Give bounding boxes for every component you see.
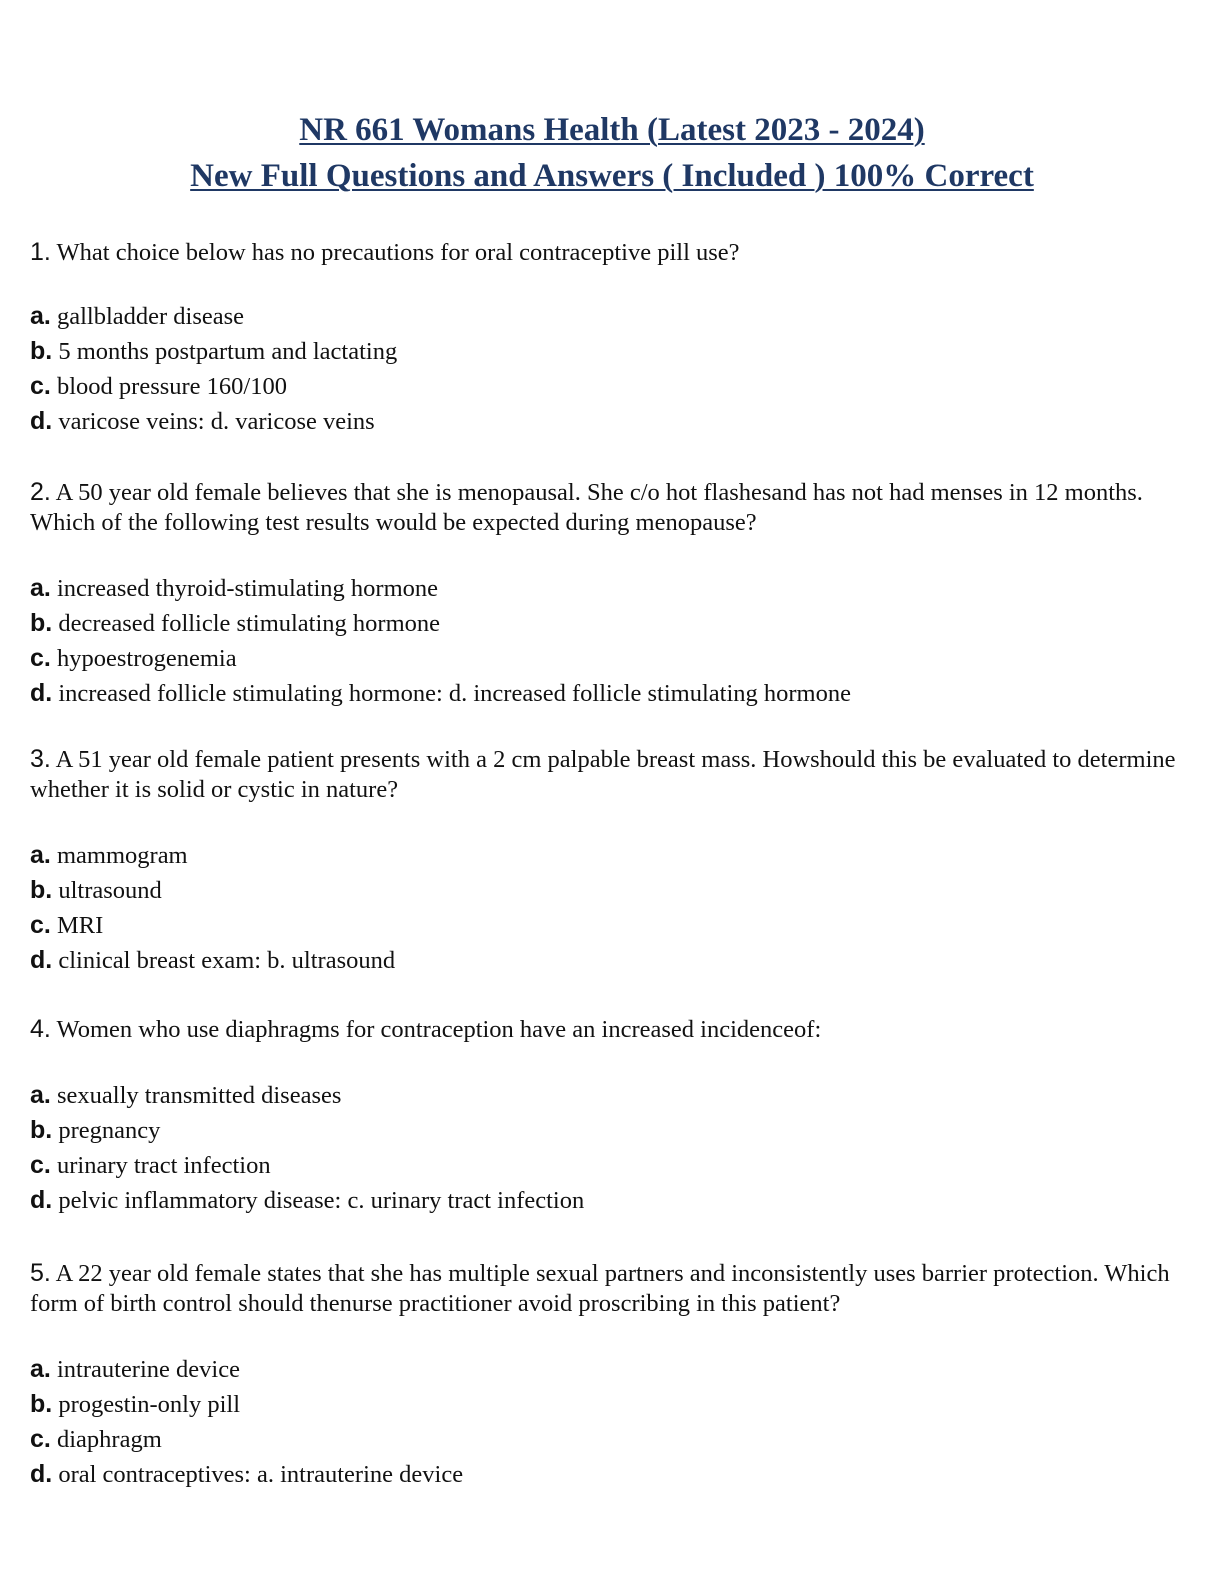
- option-text: oral contraceptives: a. intrauterine device: [52, 1461, 464, 1488]
- option-letter: a.: [30, 302, 51, 330]
- question-3-text: [30, 744, 1195, 805]
- option-text: decreased follicle stimulating hormone: [52, 610, 441, 637]
- answer-option-b: [30, 334, 1195, 369]
- option-letter: c.: [30, 372, 51, 400]
- question-2-text: [30, 477, 1195, 538]
- answer-options: [30, 838, 1195, 978]
- answer-options: [30, 571, 1195, 711]
- option-text: hypoestrogenemia: [50, 645, 237, 672]
- answer-option-a: [30, 299, 1195, 334]
- answer-option-a: [30, 1078, 1195, 1113]
- option-letter: b.: [30, 876, 53, 904]
- question-5: [30, 1258, 1195, 1492]
- answer-option-b: [30, 606, 1195, 641]
- question-4: [30, 1014, 1195, 1218]
- option-text: pelvic inflammatory disease: c. urinary tract infection: [52, 1187, 585, 1214]
- answer-options: [30, 1078, 1195, 1218]
- question-stem: A 50 year old female believes that she is menopausal. She c/o hot flashesand has not had menses in 12 months. Which of the following test results would be expected during menopause?: [30, 479, 1143, 536]
- question-3: [30, 744, 1195, 978]
- option-letter: c.: [30, 1151, 51, 1179]
- option-letter: a.: [30, 1081, 51, 1109]
- option-text: progestin-only pill: [52, 1391, 241, 1418]
- answer-option-d: [30, 1183, 1195, 1218]
- question-number: 2.: [30, 478, 51, 506]
- answer-option-d: [30, 404, 1195, 439]
- option-text: varicose veins: d. varicose veins: [52, 408, 375, 435]
- question-stem: A 51 year old female patient presents with a 2 cm palpable breast mass. Howshould this be evaluated to determine whether it is solid or cystic in nature?: [30, 746, 1176, 803]
- question-stem: A 22 year old female states that she has multiple sexual partners and inconsistently uses barrier protection. Which form of birth control should thenurse practitioner avoid proscribing in this patient?: [30, 1260, 1170, 1317]
- option-letter: d.: [30, 946, 53, 974]
- answer-option-a: [30, 571, 1195, 606]
- option-letter: d.: [30, 679, 53, 707]
- answer-option-c: [30, 1422, 1195, 1457]
- option-text: pregnancy: [52, 1117, 161, 1144]
- question-2: [30, 477, 1195, 711]
- option-text: ultrasound: [52, 877, 162, 904]
- option-letter: d.: [30, 1460, 53, 1488]
- answer-option-d: [30, 676, 1195, 711]
- question-number: 3.: [30, 745, 51, 773]
- answer-option-b: [30, 1113, 1195, 1148]
- answer-options: [30, 299, 1195, 439]
- option-text: blood pressure 160/100: [50, 373, 287, 400]
- answer-option-c: [30, 641, 1195, 676]
- answer-options: [30, 1352, 1195, 1492]
- option-letter: a.: [30, 841, 51, 869]
- document-title-line-1: NR 661 Womans Health (Latest 2023 - 2024): [299, 112, 925, 148]
- option-text: intrauterine device: [50, 1356, 240, 1383]
- question-1: [30, 237, 1195, 439]
- option-text: 5 months postpartum and lactating: [52, 338, 398, 365]
- question-stem: Women who use diaphragms for contraception have an increased incidenceof:: [50, 1016, 822, 1043]
- option-letter: b.: [30, 337, 53, 365]
- option-letter: c.: [30, 1425, 51, 1453]
- option-letter: c.: [30, 644, 51, 672]
- question-5-text: [30, 1258, 1195, 1319]
- question-number: 1.: [30, 238, 51, 266]
- answer-option-c: [30, 1148, 1195, 1183]
- option-text: sexually transmitted diseases: [50, 1082, 342, 1109]
- question-number: 4.: [30, 1015, 51, 1043]
- document-title-line-2: New Full Questions and Answers ( Included ) 100% Correct: [190, 158, 1034, 194]
- answer-option-b: [30, 1387, 1195, 1422]
- option-letter: b.: [30, 1116, 53, 1144]
- option-letter: a.: [30, 574, 51, 602]
- option-text: increased thyroid-stimulating hormone: [50, 575, 439, 602]
- answer-option-d: [30, 1457, 1195, 1492]
- option-letter: c.: [30, 911, 51, 939]
- answer-option-a: [30, 1352, 1195, 1387]
- question-number: 5.: [30, 1259, 51, 1287]
- option-text: increased follicle stimulating hormone: d. increased follicle stimulating hormone: [52, 680, 851, 707]
- answer-option-c: [30, 908, 1195, 943]
- answer-option-c: [30, 369, 1195, 404]
- answer-option-b: [30, 873, 1195, 908]
- option-letter: b.: [30, 1390, 53, 1418]
- question-stem: What choice below has no precautions for oral contraceptive pill use?: [50, 239, 740, 266]
- option-text: urinary tract infection: [50, 1152, 271, 1179]
- answer-option-a: [30, 838, 1195, 873]
- option-letter: b.: [30, 609, 53, 637]
- option-text: clinical breast exam: b. ultrasound: [52, 947, 396, 974]
- option-text: diaphragm: [50, 1426, 162, 1453]
- option-text: gallbladder disease: [50, 303, 245, 330]
- question-1-text: [30, 237, 1195, 268]
- answer-option-d: [30, 943, 1195, 978]
- option-text: mammogram: [50, 842, 188, 869]
- option-letter: d.: [30, 1186, 53, 1214]
- option-letter: d.: [30, 407, 53, 435]
- option-text: MRI: [50, 912, 104, 939]
- question-4-text: [30, 1014, 1195, 1045]
- option-letter: a.: [30, 1355, 51, 1383]
